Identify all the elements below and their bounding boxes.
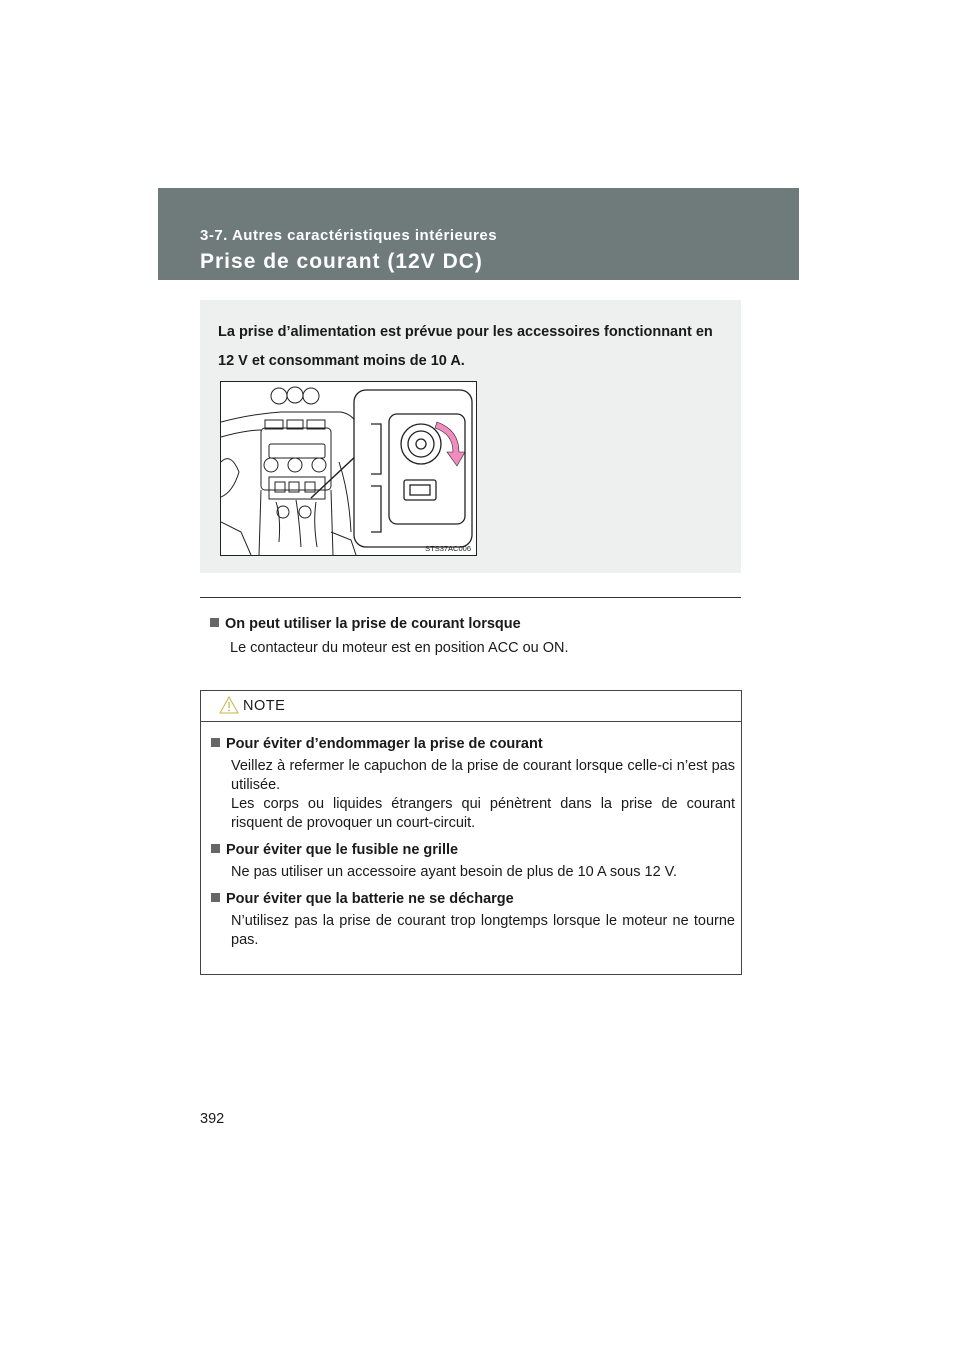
warning-triangle-icon: [219, 696, 239, 714]
note-item-heading: Pour éviter d’endommager la prise de courant: [226, 736, 543, 752]
figure-code: STS37AC006: [425, 544, 471, 553]
power-outlet-figure: [220, 381, 477, 556]
note-item-heading-row: [211, 736, 735, 752]
note-body: [201, 722, 741, 950]
dashboard-illustration: [221, 382, 476, 555]
note-item: [211, 736, 735, 833]
intro-text: La prise d’alimentation est prévue pour les accessoires fonctionnant en 12 V et consommant moins de 10 A.: [218, 324, 713, 369]
note-item: [211, 842, 735, 882]
note-item-heading-row: [211, 891, 735, 907]
usage-heading: On peut utiliser la prise de courant lorsque: [225, 616, 521, 632]
usage-block: [210, 616, 740, 658]
page-title: Prise de courant (12V DC): [200, 250, 483, 273]
note-header: [201, 691, 741, 722]
note-item-text: Veillez à refermer le capuchon de la prise de courant lorsque celle-ci n’est pas utilisée.: [231, 758, 735, 793]
square-bullet-icon: [211, 893, 220, 902]
square-bullet-icon: [211, 738, 220, 747]
note-box: [200, 690, 742, 975]
note-label: NOTE: [243, 698, 286, 714]
usage-text: Le contacteur du moteur est en position ACC ou ON.: [230, 640, 569, 656]
usage-heading-row: [210, 616, 740, 632]
note-item-text: Ne pas utiliser un accessoire ayant besoin de plus de 10 A sous 12 V.: [231, 864, 678, 880]
note-item-heading-row: [211, 842, 735, 858]
page-number: 392: [200, 1111, 225, 1127]
note-item-heading: Pour éviter que la batterie ne se décharge: [226, 891, 514, 907]
note-item-text: N’utilisez pas la prise de courant trop longtemps lorsque le moteur ne tourne pas.: [231, 913, 735, 948]
square-bullet-icon: [211, 844, 220, 853]
square-bullet-icon: [210, 618, 219, 627]
section-label: 3-7. Autres caractéristiques intérieures: [200, 227, 498, 244]
note-item-heading: Pour éviter que le fusible ne grille: [226, 842, 459, 858]
section-divider: [200, 597, 741, 598]
note-item: [211, 891, 735, 950]
note-item-text-2: Les corps ou liquides étrangers qui pénètrent dans la prise de courant risquent de provoquer un court-circuit.: [231, 796, 735, 831]
